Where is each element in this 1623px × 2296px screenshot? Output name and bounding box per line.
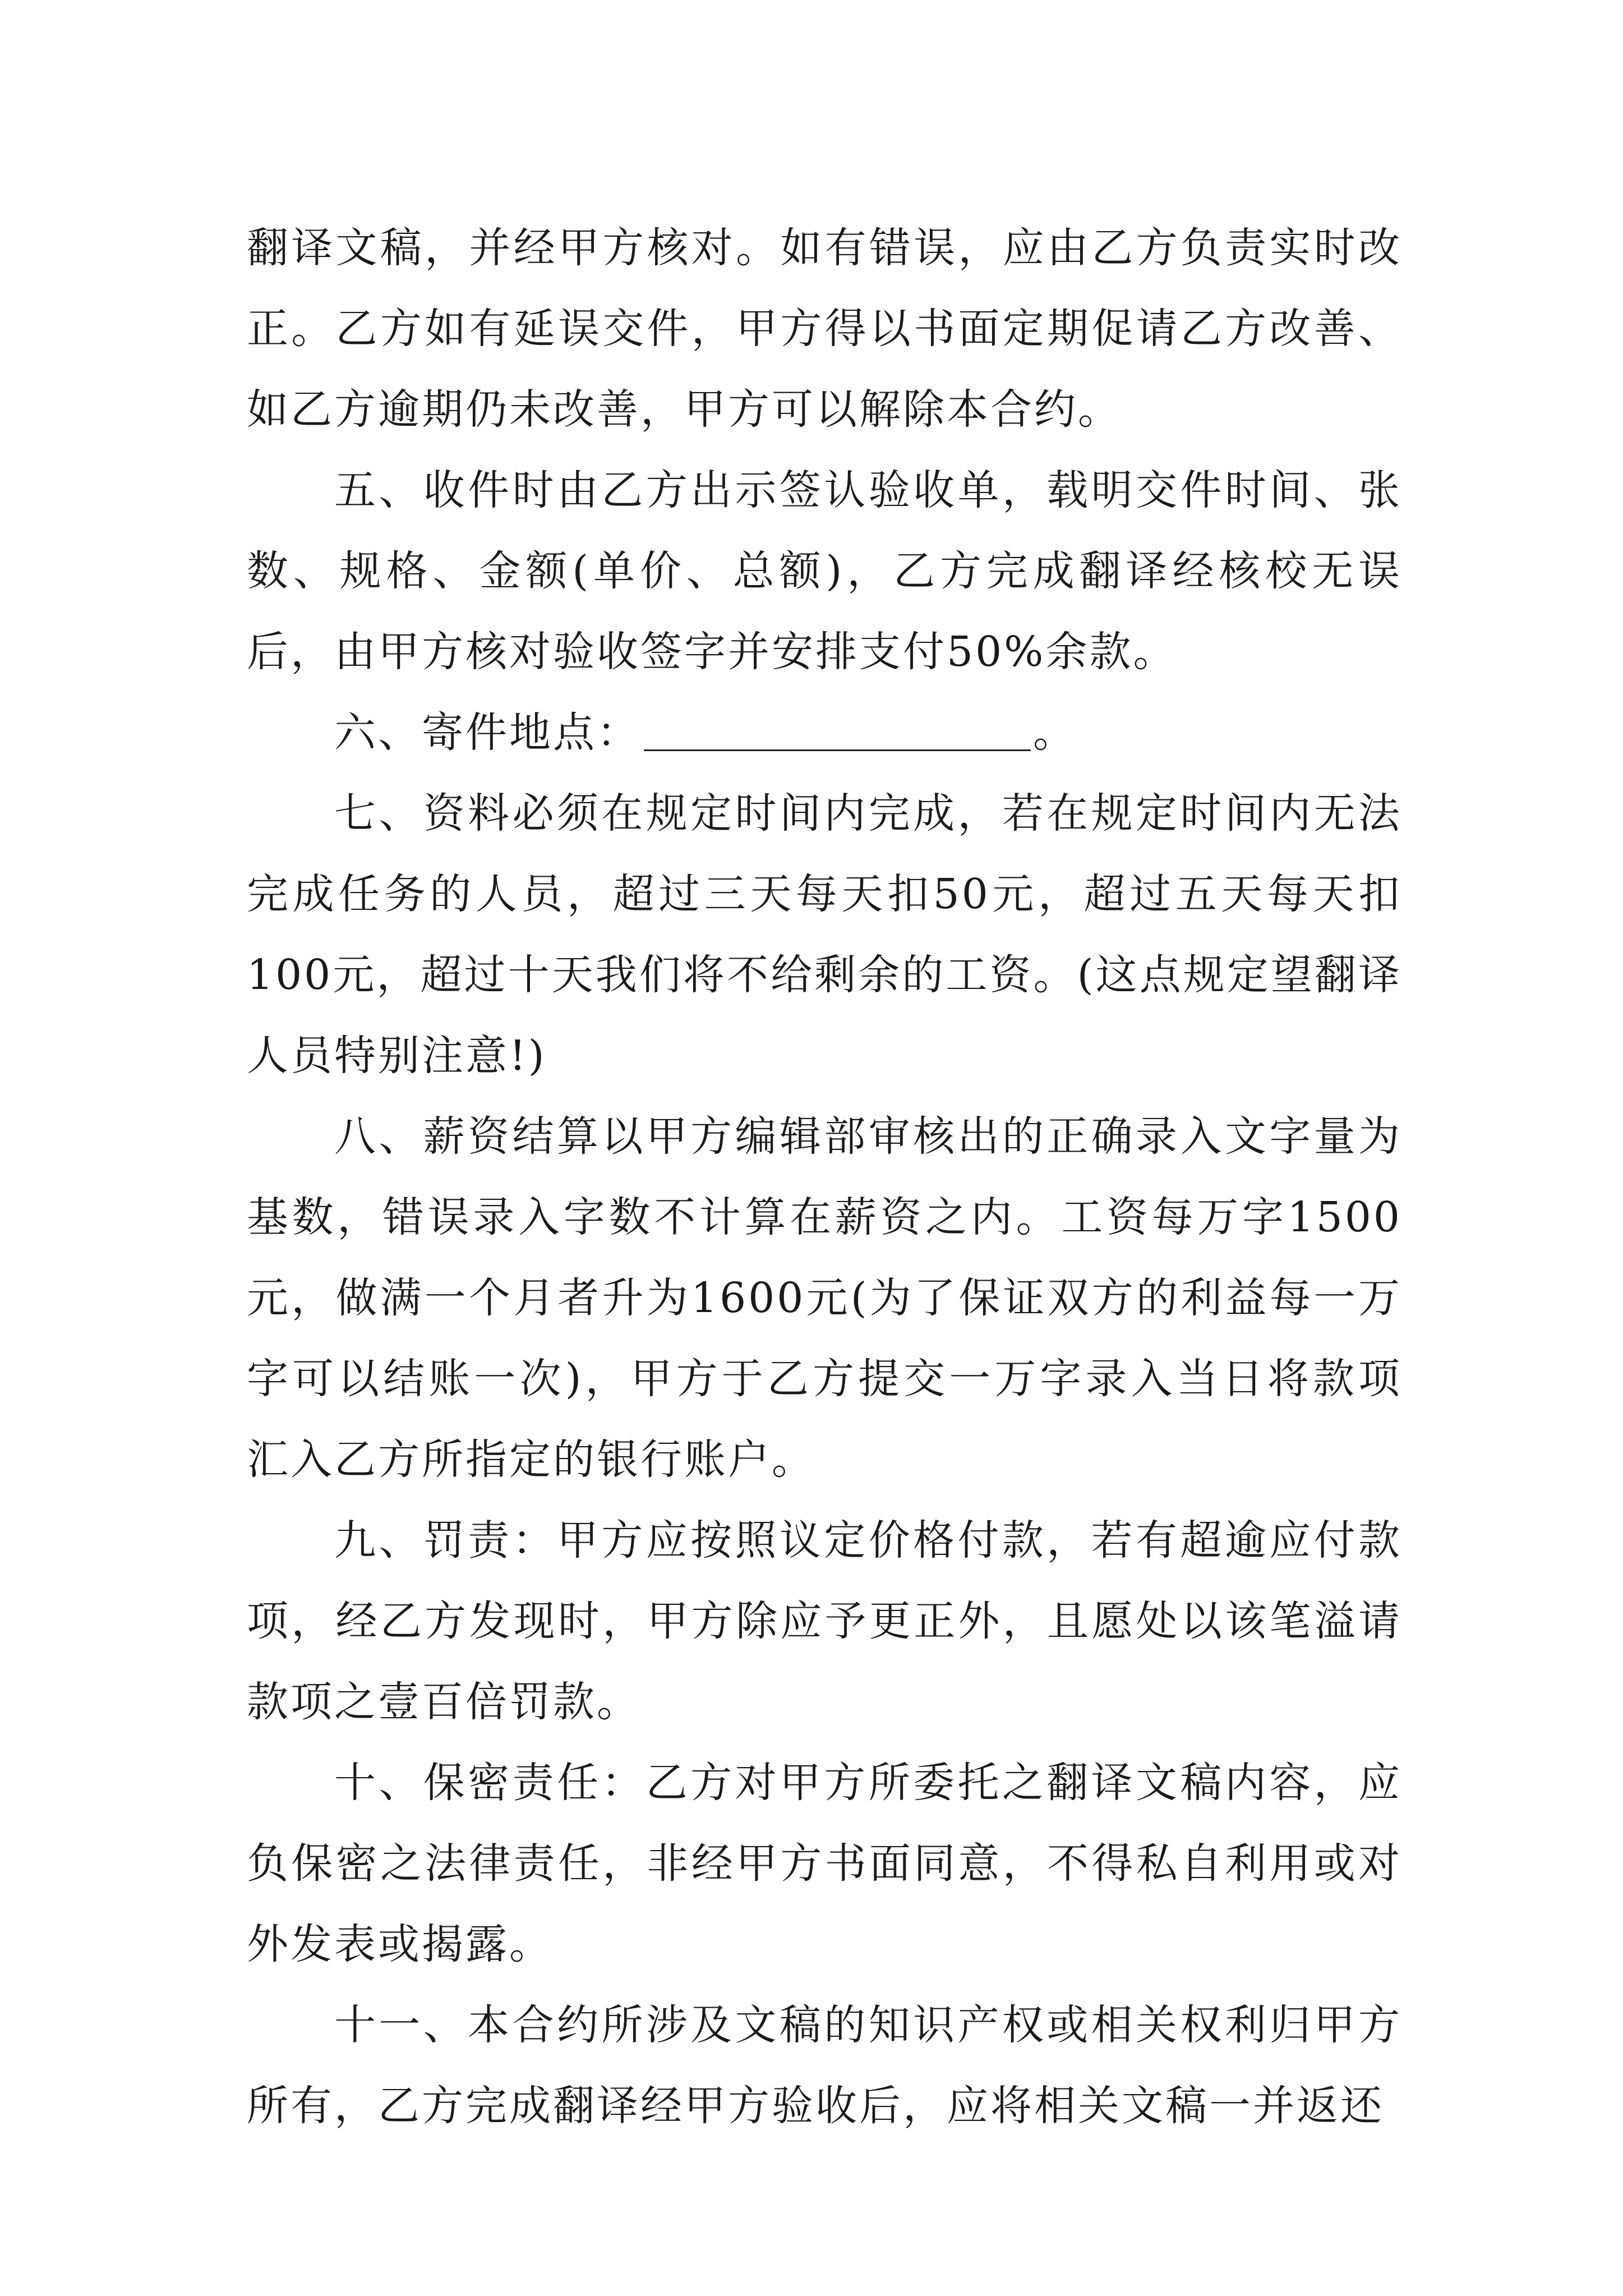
paragraph-6-label: 六、寄件地点： [334,708,640,757]
paragraph-9: 九、罚责：甲方应按照议定价格付款，若有超逾应付款项，经乙方发现时，甲方除应予更正外，且愿处以该笔溢请款项之壹百倍罚款。 [247,1516,1402,1726]
paragraph-8: 八、薪资结算以甲方编辑部审核出的正确录入文字量为基数，错误录入字数不计算在薪资之内。工资每万字1500元，做满一个月者升为1600元(为了保证双方的利益每一万字可以结账一次)，甲方于乙方提交一万字录入当日将款项汇入乙方所指定的银行账户。 [247,1112,1402,1484]
paragraph-10: 十、保密责任：乙方对甲方所委托之翻译文稿内容，应负保密之法律责任，非经甲方书面同意，不得私自利用或对外发表或揭露。 [247,1759,1402,1968]
document-body [247,208,1402,2146]
paragraph-6 [247,692,1402,773]
paragraph-continuation: 翻译文稿，并经甲方核对。如有错误，应由乙方负责实时改正。乙方如有延误交件，甲方得以书面定期促请乙方改善、如乙方逾期仍未改善，甲方可以解除本合约。 [247,224,1402,434]
paragraph-6-end: 。 [1033,708,1077,757]
address-blank-line [644,749,1031,751]
paragraph-5: 五、收件时由乙方出示签认验收单，载明交件时间、张数、规格、金额(单价、总额)，乙方完成翻译经核校无误后，由甲方核对验收签字并安排支付50%余款。 [247,466,1402,676]
paragraph-7: 七、资料必须在规定时间内完成，若在规定时间内无法完成任务的人员，超过三天每天扣50元，超过五天每天扣100元，超过十天我们将不给剩余的工资。(这点规定望翻译人员特别注意!) [247,789,1402,1080]
paragraph-11: 十一、本合约所涉及文稿的知识产权或相关权利归甲方所有，乙方完成翻译经甲方验收后，应将相关文稿一并返还 [247,2001,1402,2130]
